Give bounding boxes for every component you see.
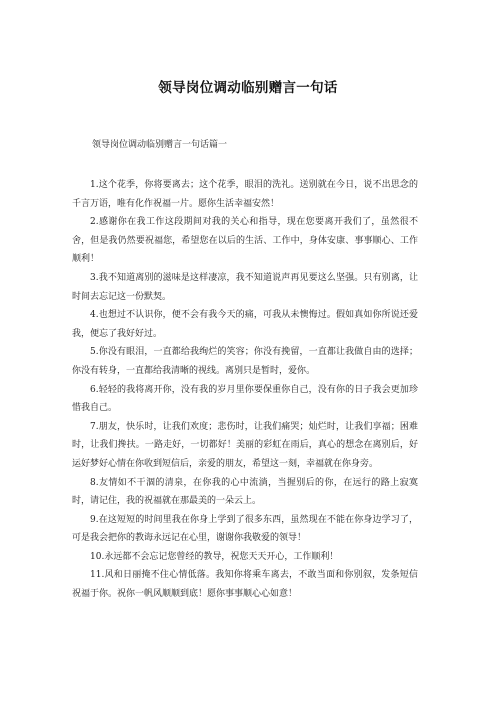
paragraph-11: 11.风和日丽掩不住心情低落。我知你将乘车离去，不敢当面和你别叙，发条短信祝福于你。祝你一帆风顺顺到底！愿你事事顺心心如意！	[72, 570, 418, 600]
section-subtitle: 领导岗位调动临别赠言一句话篇一	[92, 140, 228, 150]
document-body	[72, 176, 418, 604]
paragraph-3: 3.我不知道离别的滋味是这样凄凉，我不知道说声再见要这么坚强。只有别离，让时间去忘记这一份默契。	[72, 272, 418, 302]
paragraph-6: 6.轻轻的我将离开你，没有我的岁月里你要保重你自己，没有你的日子我会更加珍惜我自己。	[72, 384, 418, 414]
paragraph-10: 10.永远都不会忘记您曾经的教导，祝您天天开心，工作顺利！	[90, 551, 339, 562]
paragraph-9: 9.在这短短的时间里我在你身上学到了很多东西，虽然现在不能在你身边学习了，可是我会把你的教诲永远记在心里，谢谢你我敬爱的领导！	[72, 514, 418, 544]
paragraph-1: 1.这个花季，你将要离去；这个花季，眼泪的洗礼。送别就在今日，说不出思念的千言万语，唯有化作祝福一片。愿你生活幸福安然！	[72, 180, 418, 209]
document-title: 领导岗位调动临别赠言一句话	[158, 80, 338, 96]
paragraph-7: 7.朋友，快乐时，让我们欢度；悲伤时，让我们痛哭；灿烂时，让我们享福；困难时，让我们搀扶。一路走好，一切都好！美丽的彩虹在雨后，真心的想念在离别后，好运好梦好心情在你收到短信后，亲爱的朋友，希望这一刻，幸福就在你身旁。	[72, 421, 418, 469]
paragraph-2: 2.感谢你在我工作这段期间对我的关心和指导，现在您要离开我们了，虽然很不舍，但是我仍然要祝福您，希望您在以后的生活、工作中，身体安康、事事顺心、工作顺利！	[72, 217, 418, 265]
paragraph-4: 4.也想过不认识你，便不会有我今天的痛，可我从未懊悔过。假如真如你所说还爱我，便忘了我好好过。	[72, 310, 418, 339]
paragraph-5: 5.你没有眼泪，一直都给我绚烂的笑容；你没有挽留，一直都让我做自由的选择；你没有转身，一直都给我清晰的视线。离别只是暂时，爱你。	[72, 347, 418, 376]
paragraph-8: 8.友情如不干涸的清泉，在你我的心中流淌，当握别后的你，在远行的路上寂寞时，请记住，我的祝福就在那最美的一朵云上。	[72, 477, 418, 507]
